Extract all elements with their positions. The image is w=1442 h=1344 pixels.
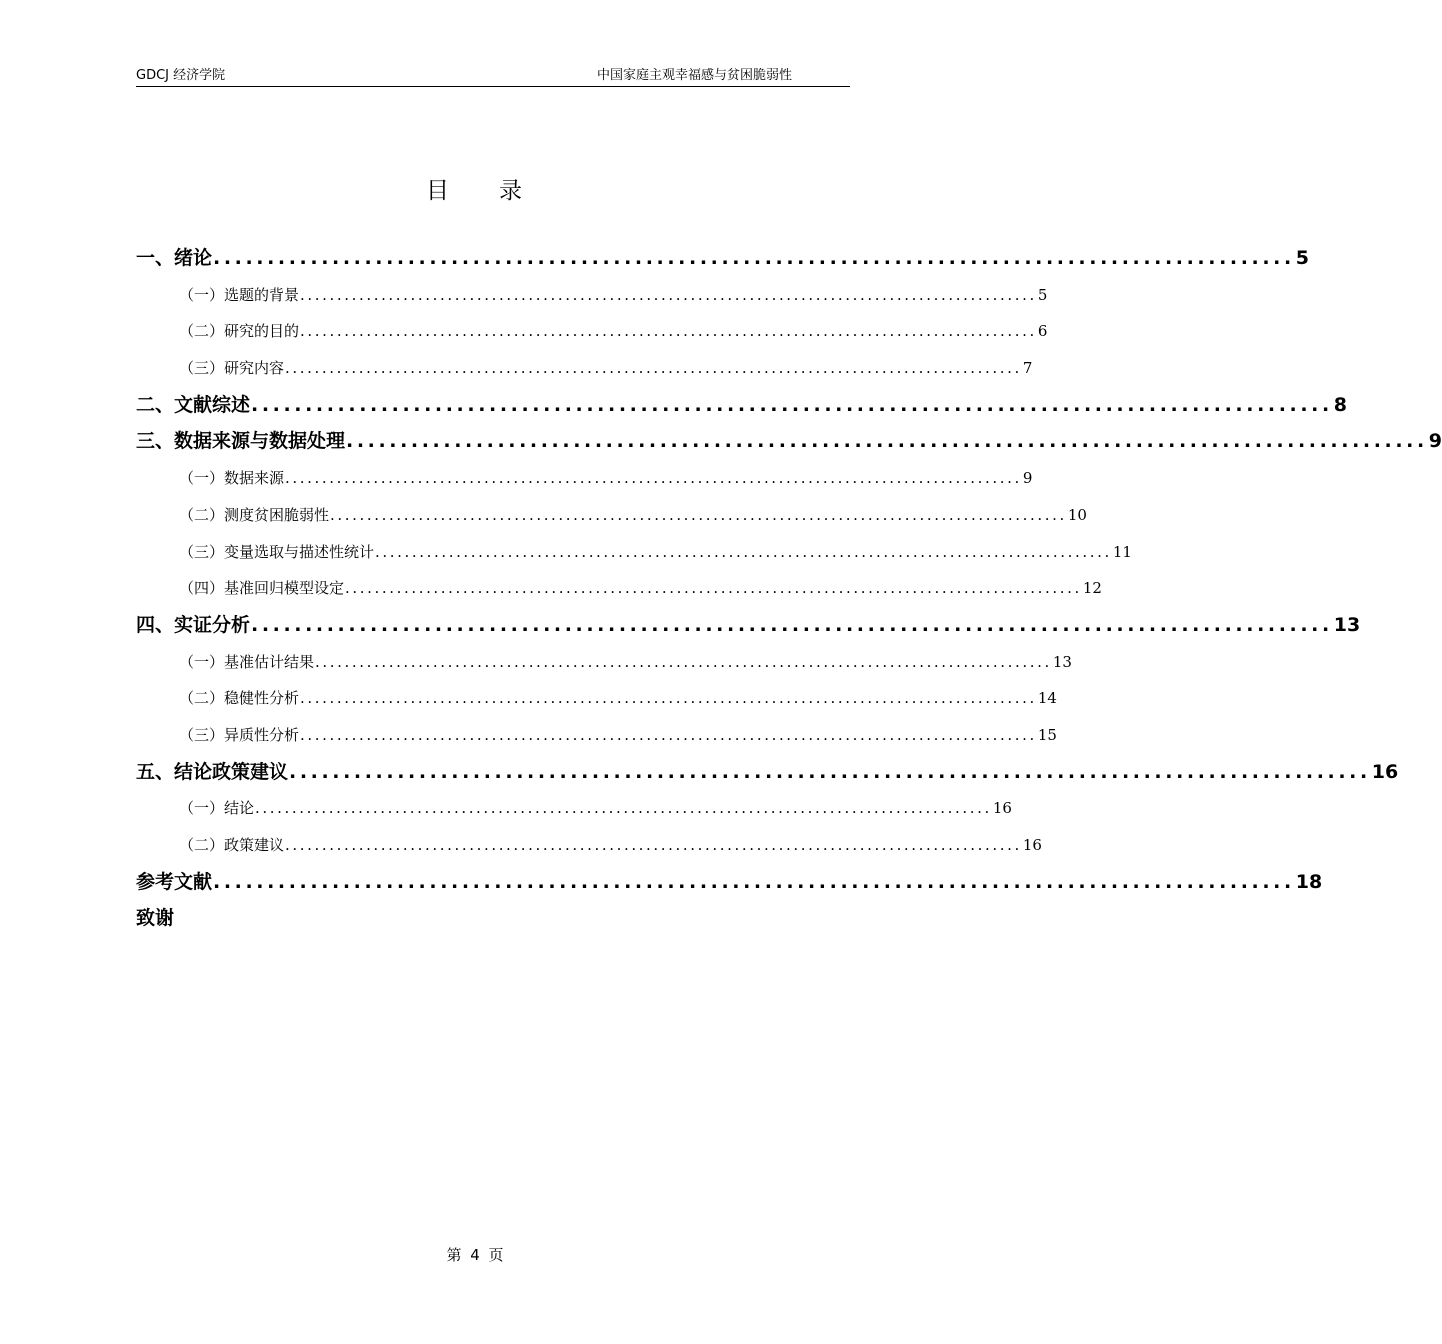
toc-entry-label: （三）变量选取与描述性统计 xyxy=(179,542,375,561)
dot-leader: .................................................................................................... xyxy=(289,760,1371,783)
page-header xyxy=(136,68,850,87)
toc-entry-section-1-3[interactable] xyxy=(136,350,1033,387)
dot-leader: .................................................................................................... xyxy=(346,430,1428,453)
toc-entry-page: 7 xyxy=(1022,359,1033,378)
page-number: 第 4 页 xyxy=(446,1246,504,1264)
toc-entry-label: （一）基准估计结果 xyxy=(179,652,315,671)
toc-entry-label: （二）稳健性分析 xyxy=(179,689,300,708)
toc-entry-page: 9 xyxy=(1428,430,1442,453)
dot-leader: .................................................................................................... xyxy=(285,469,1022,488)
toc-entry-page: 8 xyxy=(1333,393,1348,416)
toc-entry-page: 16 xyxy=(1022,836,1042,854)
toc-entry-acknowledgements[interactable] xyxy=(136,900,800,937)
toc-entry-label: 参考文献 xyxy=(136,870,213,893)
toc-entry-section-3-1[interactable] xyxy=(136,460,1033,497)
dot-leader: .................................................................................................... xyxy=(315,652,1052,671)
toc-entry-page: 11 xyxy=(1112,542,1132,561)
toc-entry-page: 5 xyxy=(1037,285,1048,304)
toc-entry-label: （二）测度贫困脆弱性 xyxy=(179,505,330,524)
dot-leader: .................................................................................................... xyxy=(285,836,1022,854)
toc-entry-page: 9 xyxy=(1022,469,1033,488)
toc-entry-label: 一、绪论 xyxy=(136,247,213,269)
toc-entry-label: 五、结论政策建议 xyxy=(136,760,289,783)
toc-entry-label: （三）异质性分析 xyxy=(179,725,300,744)
dot-leader: .................................................................................................... xyxy=(330,505,1067,524)
toc-entry-label: （三）研究内容 xyxy=(179,359,285,378)
toc-entry-section-5-1[interactable] xyxy=(136,790,1012,827)
toc-entry-label: 致谢 xyxy=(136,907,175,930)
toc-entry-page: 16 xyxy=(992,799,1012,818)
toc-entry-chapter-2[interactable] xyxy=(136,387,1348,424)
toc-entry-label: 二、文献综述 xyxy=(136,393,251,416)
toc-entry-section-3-4[interactable] xyxy=(136,570,1102,607)
toc-entry-section-4-1[interactable] xyxy=(136,644,1072,681)
dot-leader: .................................................................................................... xyxy=(213,247,1295,269)
dot-leader: .................................................................................................... xyxy=(345,579,1082,598)
header-thesis-title: 中国家庭主观幸福感与贫困脆弱性 xyxy=(596,68,792,83)
dot-leader: .................................................................................................... xyxy=(251,393,1333,416)
toc-entry-label: 三、数据来源与数据处理 xyxy=(136,430,346,453)
toc-entry-chapter-3[interactable] xyxy=(136,423,1442,460)
toc-heading: 目录 xyxy=(426,178,572,204)
toc-entry-label: （二）研究的目的 xyxy=(179,322,300,341)
toc-entry-chapter-4[interactable] xyxy=(136,607,1361,644)
toc-entry-label: 四、实证分析 xyxy=(136,613,251,636)
toc-entry-section-5-2[interactable] xyxy=(136,827,1042,864)
toc-entry-page: 6 xyxy=(1037,322,1048,341)
toc-entry-references[interactable] xyxy=(136,864,1323,901)
toc-entry-page: 13 xyxy=(1052,652,1072,671)
toc-entry-label: （四）基准回归模型设定 xyxy=(179,579,345,598)
toc-entry-chapter-5[interactable] xyxy=(136,754,1399,791)
toc-entry-label: （一）结论 xyxy=(179,799,255,818)
toc-entry-page: 14 xyxy=(1037,689,1057,708)
dot-leader: .................................................................................................... xyxy=(213,870,1295,893)
dot-leader: .................................................................................................... xyxy=(300,285,1037,304)
toc-entry-section-3-2[interactable] xyxy=(136,497,1087,534)
dot-leader: .................................................................................................... xyxy=(255,799,992,818)
toc-entry-section-1-2[interactable] xyxy=(136,313,1048,350)
toc-entry-section-3-3[interactable] xyxy=(136,534,1132,571)
dot-leader: .................................................................................................... xyxy=(300,689,1037,708)
toc-entry-page: 13 xyxy=(1333,613,1361,636)
toc-entry-page: 16 xyxy=(1371,760,1399,783)
toc-entry-page: 5 xyxy=(1295,247,1310,269)
toc-entry-label: （一）选题的背景 xyxy=(179,285,300,304)
toc-entry-label: （一）数据来源 xyxy=(179,469,285,488)
dot-leader: .................................................................................................... xyxy=(285,359,1022,378)
table-of-contents xyxy=(136,240,1442,937)
toc-entry-page: 10 xyxy=(1067,505,1087,524)
toc-entry-chapter-1[interactable] xyxy=(136,240,1310,277)
toc-entry-page: 18 xyxy=(1295,870,1323,893)
toc-entry-page: 12 xyxy=(1082,579,1102,598)
header-institution: GDCJ 经济学院 xyxy=(136,68,226,83)
dot-leader: .................................................................................................... xyxy=(251,613,1333,636)
toc-entry-section-4-2[interactable] xyxy=(136,680,1057,717)
dot-leader: .................................................................................................... xyxy=(300,322,1037,341)
dot-leader: .................................................................................................... xyxy=(375,542,1112,561)
toc-entry-page: 15 xyxy=(1037,725,1057,744)
toc-entry-label: （二）政策建议 xyxy=(179,836,285,854)
dot-leader: .................................................................................................... xyxy=(300,725,1037,744)
toc-entry-section-4-3[interactable] xyxy=(136,717,1057,754)
toc-entry-section-1-1[interactable] xyxy=(136,277,1048,314)
